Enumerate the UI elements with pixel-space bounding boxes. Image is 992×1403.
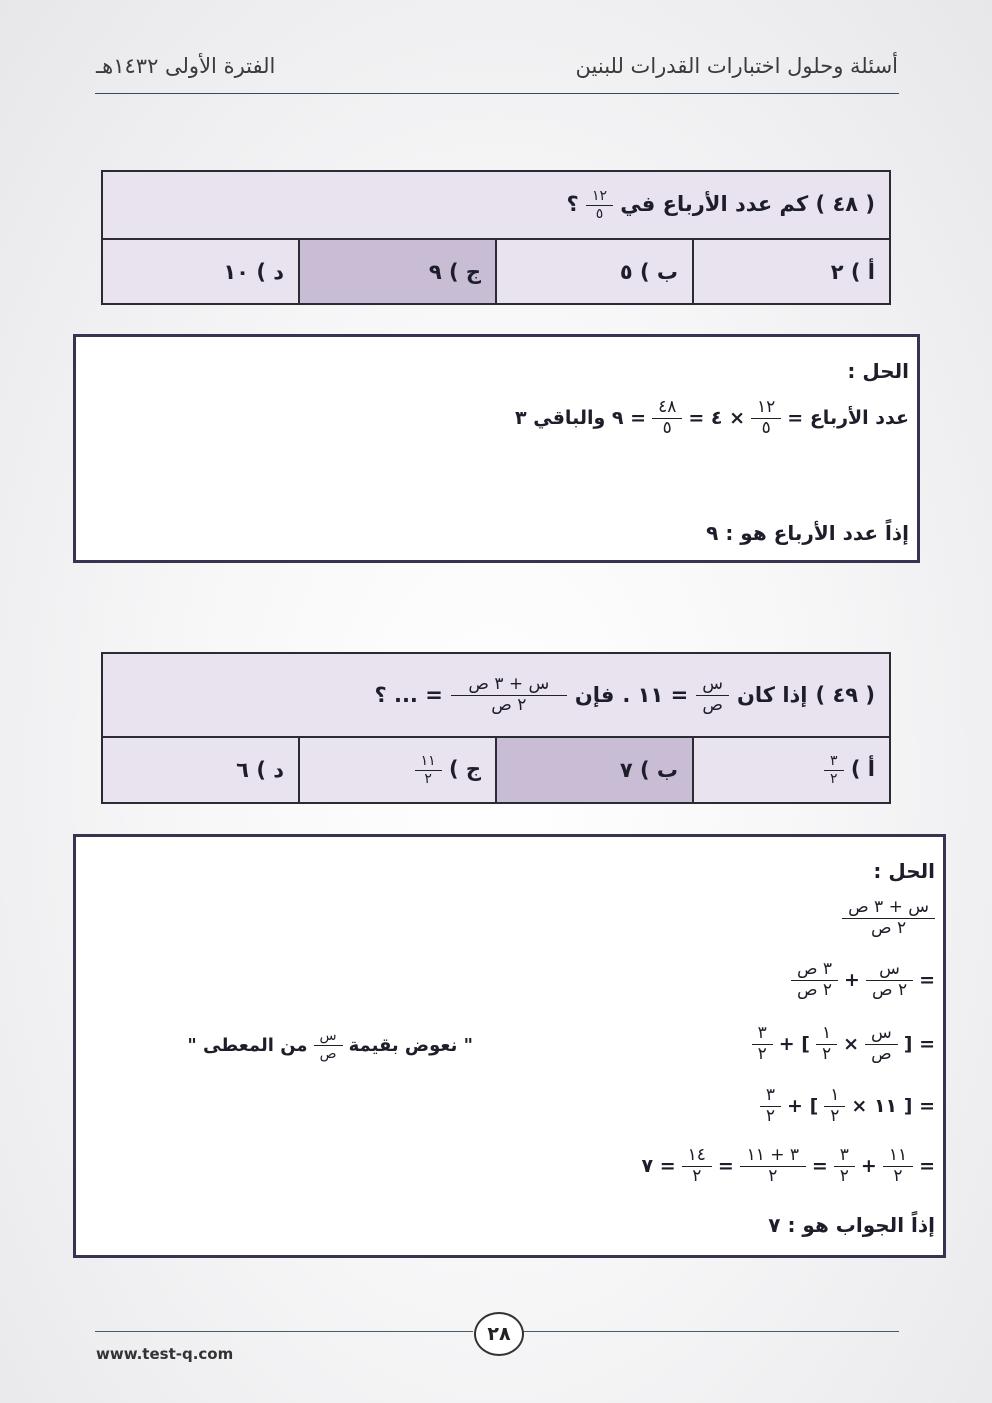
solution-49-step-4: = [ ١١ × ١ ٢ ] + ٣ ٢ xyxy=(760,1087,935,1126)
solution-48 xyxy=(73,334,920,563)
solution-49 xyxy=(73,834,946,1258)
solution-49-step-3: = [ س ص × ١ ٢ ] + ٣ ٢ xyxy=(752,1025,935,1064)
fraction: س ص xyxy=(699,676,726,715)
question-49-stem: ( ٤٩ ) إذا كان س ص = ١١ . فإن س + ٣ ص ٢ ص = ... ؟ xyxy=(102,653,890,737)
question-49 xyxy=(101,652,891,804)
option-c[interactable]: ج ) ١١ ٢ xyxy=(299,737,496,803)
question-48-stem: ( ٤٨ ) كم عدد الأرباع في ١٢ ٥ ؟ xyxy=(102,171,890,239)
solution-49-conclusion: إذاً الجواب هو : ٧ xyxy=(768,1213,935,1237)
header-divider xyxy=(95,93,899,94)
fraction: ١٢ ٥ xyxy=(754,399,778,438)
fraction: س + ٣ ص ٢ ص xyxy=(454,676,564,715)
solution-48-equation: عدد الأرباع = ١٢ ٥ × ٤ = ٤٨ ٥ = ٩ والباقي ٣ xyxy=(515,397,909,438)
question-number: ( ٤٨ ) xyxy=(815,192,875,216)
footer-divider-left xyxy=(95,1331,473,1332)
solution-label: الحل : xyxy=(873,859,935,883)
option-a[interactable]: أ ) ٢ xyxy=(693,239,890,304)
option-d[interactable]: د ) ٦ xyxy=(102,737,299,803)
solution-49-step-1: س + ٣ ص ٢ ص xyxy=(842,899,935,938)
option-a[interactable]: أ ) ٣ ٢ xyxy=(693,737,890,803)
book-title: أسئلة وحلول اختبارات القدرات للبنين xyxy=(575,54,898,78)
solution-49-step-5: = ١١ ٢ + ٣ ٢ = ٣ + ١١ ٢ = ١٤ ٢ = ٧ xyxy=(641,1145,935,1186)
question-text: كم عدد الأرباع في xyxy=(620,192,809,216)
option-b-correct[interactable]: ب ) ٧ xyxy=(496,737,693,803)
period-label: الفترة الأولى ١٤٣٢هـ xyxy=(96,54,276,78)
fraction: ١٢ ٥ xyxy=(589,189,610,221)
fraction: ٤٨ ٥ xyxy=(655,399,679,438)
solution-49-step-2: = س ٢ ص + ٣ ص ٢ ص xyxy=(791,961,935,1000)
website-link[interactable]: www.test-q.com xyxy=(96,1345,234,1363)
option-d[interactable]: د ) ١٠ xyxy=(102,239,299,304)
option-b[interactable]: ب ) ٥ xyxy=(496,239,693,304)
option-c-correct[interactable]: ج ) ٩ xyxy=(299,239,496,304)
footer-divider-right xyxy=(522,1331,899,1332)
solution-48-conclusion: إذاً عدد الأرباع هو : ٩ xyxy=(706,521,909,545)
question-48 xyxy=(101,170,891,305)
substitution-note: " نعوض بقيمة س ص من المعطى " xyxy=(187,1028,473,1062)
solution-label: الحل : xyxy=(847,359,909,383)
page-number: ٢٨ xyxy=(474,1312,524,1356)
